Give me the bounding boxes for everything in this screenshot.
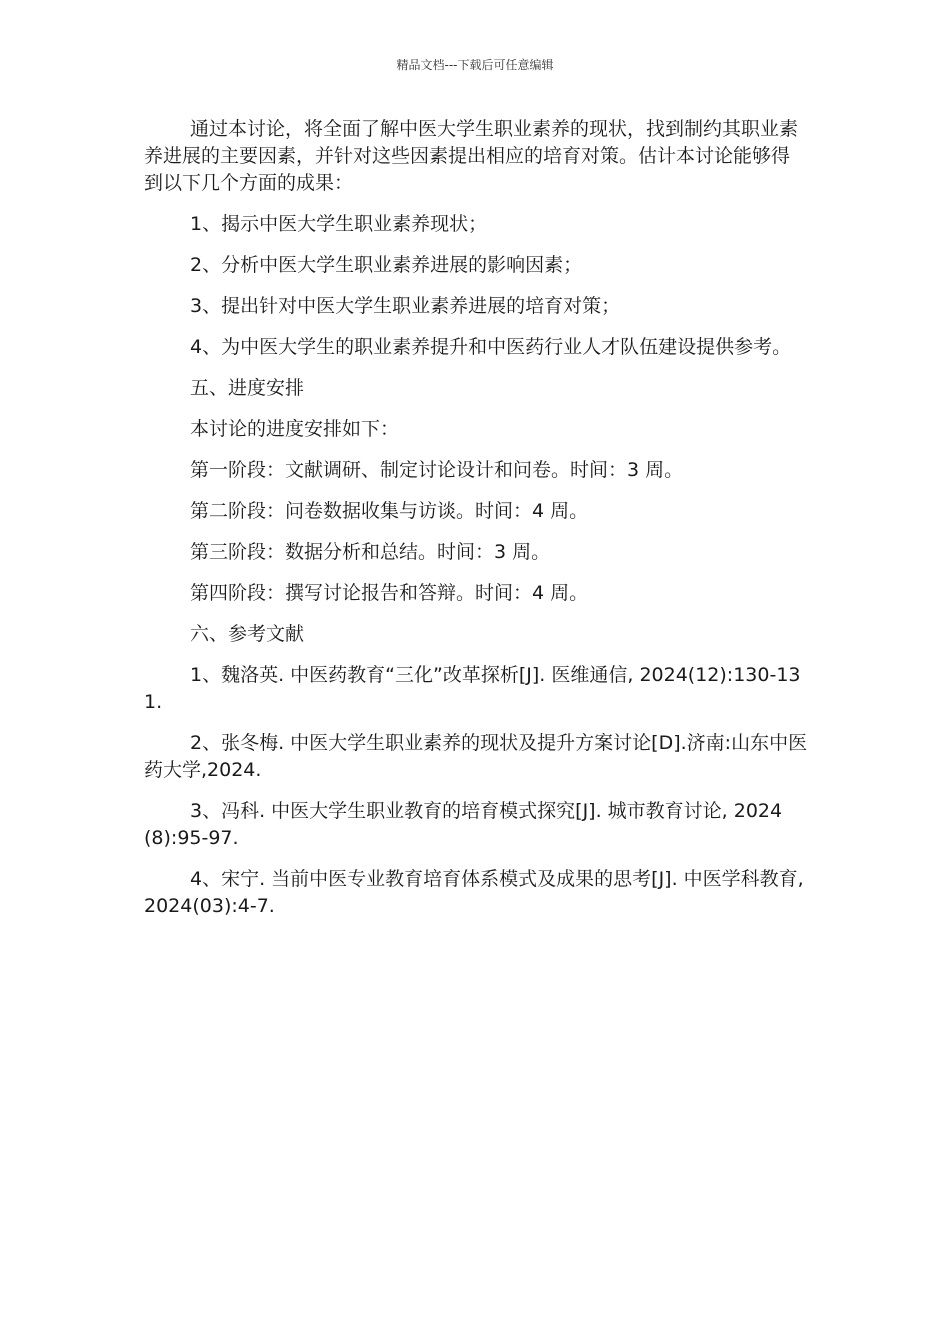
schedule-stage-2: 第二阶段：问卷数据收集与访谈。时间：4 周。 [190, 500, 589, 522]
intro-paragraph: 通过本讨论，将全面了解中医大学生职业素养的现状，找到制约其职业素养进展的主要因素，并针对这些因素提出相应的培育对策。估计本讨论能够得到以下几个方面的成果： [144, 118, 799, 194]
references-heading: 六、参考文献 [190, 623, 305, 645]
outcome-item-3: 3、提出针对中医大学生职业素养进展的培育对策； [190, 295, 621, 317]
reference-item-2: 2、张冬梅. 中医大学生职业素养的现状及提升方案讨论[D].济南:山东中医药大学,2024. [144, 732, 808, 781]
schedule-stage-4: 第四阶段：撰写讨论报告和答辩。时间：4 周。 [190, 582, 589, 604]
schedule-heading: 五、进度安排 [190, 377, 305, 399]
outcome-item-2: 2、分析中医大学生职业素养进展的影响因素； [190, 254, 583, 276]
schedule-stage-1: 第一阶段：文献调研、制定讨论设计和问卷。时间：3 周。 [190, 459, 684, 481]
outcome-item-4: 4、为中医大学生的职业素养提升和中医药行业人才队伍建设提供参考。 [190, 336, 792, 358]
page-header: 精品文档---下载后可任意编辑 [396, 58, 554, 72]
reference-item-3: 3、冯科. 中医大学生职业教育的培育模式探究[J]. 城市教育讨论, 2024(8):95-97. [144, 800, 783, 849]
outcome-item-1: 1、揭示中医大学生职业素养现状； [190, 213, 488, 235]
document-body [144, 116, 808, 934]
schedule-stage-3: 第三阶段：数据分析和总结。时间：3 周。 [190, 541, 551, 563]
schedule-intro: 本讨论的进度安排如下： [190, 418, 400, 440]
reference-item-4: 4、宋宁. 当前中医专业教育培育体系模式及成果的思考[J]. 中医学科教育, 2024(03):4-7. [144, 868, 804, 917]
reference-item-1: 1、魏洛英. 中医药教育“三化”改革探析[J]. 医维通信, 2024(12):130-131. [144, 664, 801, 713]
